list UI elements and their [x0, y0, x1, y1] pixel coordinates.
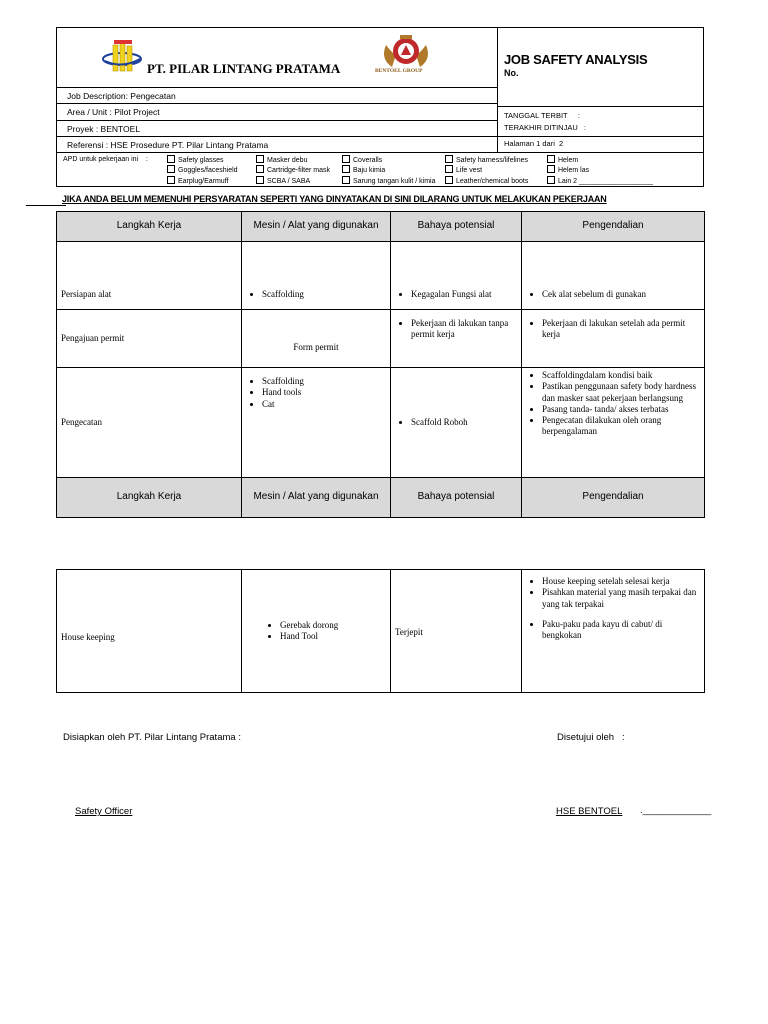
apd-checkbox-item[interactable]	[256, 165, 330, 174]
bentoel-logo-text: BENTOEL GROUP	[375, 68, 423, 74]
apd-checkbox-item[interactable]	[445, 165, 482, 174]
tools-cell: Form permit	[242, 310, 391, 368]
terakhir-ditinjau: TERAKHIR DITINJAU :	[504, 123, 587, 132]
apd-checkbox-item[interactable]	[256, 155, 307, 164]
apd-checkbox-item[interactable]	[547, 165, 589, 174]
company-logo	[100, 37, 148, 77]
apd-checkbox-item[interactable]	[445, 155, 528, 164]
controls-cell	[522, 310, 705, 368]
safety-officer-signature: Safety Officer	[75, 806, 133, 817]
bentoel-logo	[372, 33, 440, 77]
checkbox-icon[interactable]	[256, 155, 264, 163]
jsa-table	[56, 211, 705, 518]
apd-item-label: Safety harness/lifelines	[456, 157, 528, 164]
document-number-label: No.	[504, 68, 519, 78]
apd-item-label: Masker debu	[267, 157, 308, 164]
list-item: • Pastikan penggunaan safety body hardness dan masker saat pekerjaan berlangsung	[542, 381, 700, 404]
header-divider	[497, 27, 498, 152]
list-item: • Scaffolding	[262, 376, 386, 387]
list-item: • Pengecatan dilakukan oleh orang berpengalaman	[542, 415, 700, 438]
apd-item-label: Helem las	[558, 167, 590, 174]
list-item: • Scaffold Roboh	[411, 417, 517, 428]
prepared-by-label: Disiapkan oleh PT. Pilar Lintang Pratama :	[63, 732, 241, 743]
tanggal-terbit: TANGGAL TERBIT :	[504, 111, 580, 120]
warning-underline	[26, 205, 66, 206]
step-cell: Pengajuan permit	[57, 310, 242, 368]
col-header-mesin: Mesin / Alat yang digunakan	[242, 478, 391, 518]
apd-item-label: SCBA / SABA	[267, 178, 311, 185]
checkbox-icon[interactable]	[445, 155, 453, 163]
list-item: • Cek alat sebelum di gunakan	[542, 289, 700, 300]
apd-checkbox-item[interactable]	[342, 155, 382, 164]
checkbox-icon[interactable]	[167, 176, 175, 184]
apd-item-label: Helem	[558, 157, 579, 164]
col-header-bahaya: Bahaya potensial	[391, 212, 522, 242]
col-header-pengendalian: Pengendalian	[522, 212, 705, 242]
apd-checkbox-item[interactable]	[342, 176, 436, 185]
checkbox-icon[interactable]	[342, 176, 350, 184]
table-footer-header-row	[57, 478, 705, 518]
hazards-cell	[391, 242, 522, 310]
checkbox-icon[interactable]	[167, 155, 175, 163]
company-name: PT. PILAR LINTANG PRATAMA	[147, 61, 341, 76]
table-header-row	[57, 212, 705, 242]
controls-cell	[522, 368, 705, 478]
table-row	[57, 570, 705, 693]
tools-cell	[242, 242, 391, 310]
apd-checkbox-item[interactable]	[256, 176, 310, 185]
list-item: • Pekerjaan di lakukan setelah ada permit kerja	[542, 318, 700, 341]
checkbox-icon[interactable]	[256, 165, 264, 173]
apd-checkbox-item[interactable]	[547, 176, 653, 185]
document-title: JOB SAFETY ANALYSIS	[504, 52, 648, 67]
apd-item-label: Baju kimia	[353, 167, 386, 174]
referensi: Referensi : HSE Prosedure PT. Pilar Lintang Pratama	[67, 140, 269, 150]
table-row	[57, 242, 705, 310]
apd-item-label: Goggles/faceshield	[178, 167, 238, 174]
signature-line: ._____________	[640, 805, 712, 816]
list-item: • House keeping setelah selesai kerja	[542, 576, 700, 587]
col-header-langkah: Langkah Kerja	[57, 212, 242, 242]
col-header-bahaya: Bahaya potensial	[391, 478, 522, 518]
halaman: Halaman 1 dari 2	[504, 139, 564, 148]
col-header-pengendalian: Pengendalian	[522, 478, 705, 518]
list-item: • Hand tools	[262, 387, 386, 398]
checkbox-icon[interactable]	[445, 165, 453, 173]
tools-cell	[242, 570, 391, 693]
step-cell: House keeping	[57, 570, 242, 693]
apd-label: APD untuk pekerjaan ini :	[63, 156, 148, 163]
list-item: • Cat	[262, 399, 386, 410]
hazards-cell	[391, 310, 522, 368]
list-item: • Scaffolding	[262, 289, 386, 300]
col-header-langkah: Langkah Kerja	[57, 478, 242, 518]
controls-cell	[522, 242, 705, 310]
list-item: • Pekerjaan di lakukan tanpa permit kerja	[411, 318, 517, 341]
list-item: • Scaffoldingdalam kondisi baik	[542, 370, 700, 381]
warning-text: JIKA ANDA BELUM MEMENUHI PERSYARATAN SEPERTI YANG DINYATAKAN DI SINI DILARANG UNTUK MELAKUKAN PEKERJAAN	[62, 194, 607, 204]
apd-item-label: Lain 2 ___________________	[558, 178, 653, 185]
controls-cell	[522, 570, 705, 693]
list-item: • Gerebak dorong	[280, 620, 386, 631]
table-row	[57, 310, 705, 368]
area-unit: Area / Unit : Pilot Project	[67, 107, 160, 117]
checkbox-icon[interactable]	[342, 165, 350, 173]
list-item: • Pasang tanda- tanda/ akses terbatas	[542, 404, 700, 415]
col-header-mesin: Mesin / Alat yang digunakan	[242, 212, 391, 242]
step-cell: Pengecatan	[57, 368, 242, 478]
apd-item-label: Coveralls	[353, 157, 383, 164]
checkbox-icon[interactable]	[342, 155, 350, 163]
apd-item-label: Life vest	[456, 167, 483, 174]
step-cell: Persiapan alat	[57, 242, 242, 310]
apd-checkbox-item[interactable]	[342, 165, 385, 174]
checkbox-icon[interactable]	[167, 165, 175, 173]
checkbox-icon[interactable]	[445, 176, 453, 184]
apd-item-label: Safety glasses	[178, 157, 224, 164]
apd-item-label: Earplug/Earmuff	[178, 178, 229, 185]
list-item: • Paku-paku pada kayu di cabut/ di bengkokan	[542, 619, 700, 642]
list-item: • Pisahkan material yang masih terpakai dan yang tak terpakai	[542, 587, 700, 610]
apd-checkbox-item[interactable]	[445, 176, 528, 185]
apd-item-label: Sarung tangan kulit / kimia	[353, 178, 436, 185]
list-item: • Kegagalan Fungsi alat	[411, 289, 517, 300]
proyek: Proyek : BENTOEL	[67, 124, 141, 134]
tools-cell	[242, 368, 391, 478]
apd-checkbox-item[interactable]	[547, 155, 578, 164]
apd-checkbox-item[interactable]	[167, 165, 238, 174]
checkbox-icon[interactable]	[547, 165, 555, 173]
apd-item-label: Cartridge-filter mask	[267, 167, 331, 174]
checkbox-icon[interactable]	[547, 155, 555, 163]
jsa-table-continued	[56, 569, 705, 693]
list-item: • Hand Tool	[280, 631, 386, 642]
hazards-cell: Terjepit	[391, 570, 522, 693]
hazards-cell	[391, 368, 522, 478]
job-description: Job Description: Pengecatan	[67, 91, 176, 101]
hse-bentoel-signature: HSE BENTOEL	[556, 806, 623, 817]
apd-item-label: Leather/chemical boots	[456, 178, 529, 185]
apd-checkbox-item[interactable]	[167, 176, 228, 185]
checkbox-icon[interactable]	[256, 176, 264, 184]
approved-by-label: Disetujui oleh :	[557, 732, 625, 743]
apd-checkbox-item[interactable]	[167, 155, 224, 164]
table-row	[57, 368, 705, 478]
checkbox-icon[interactable]	[547, 176, 555, 184]
